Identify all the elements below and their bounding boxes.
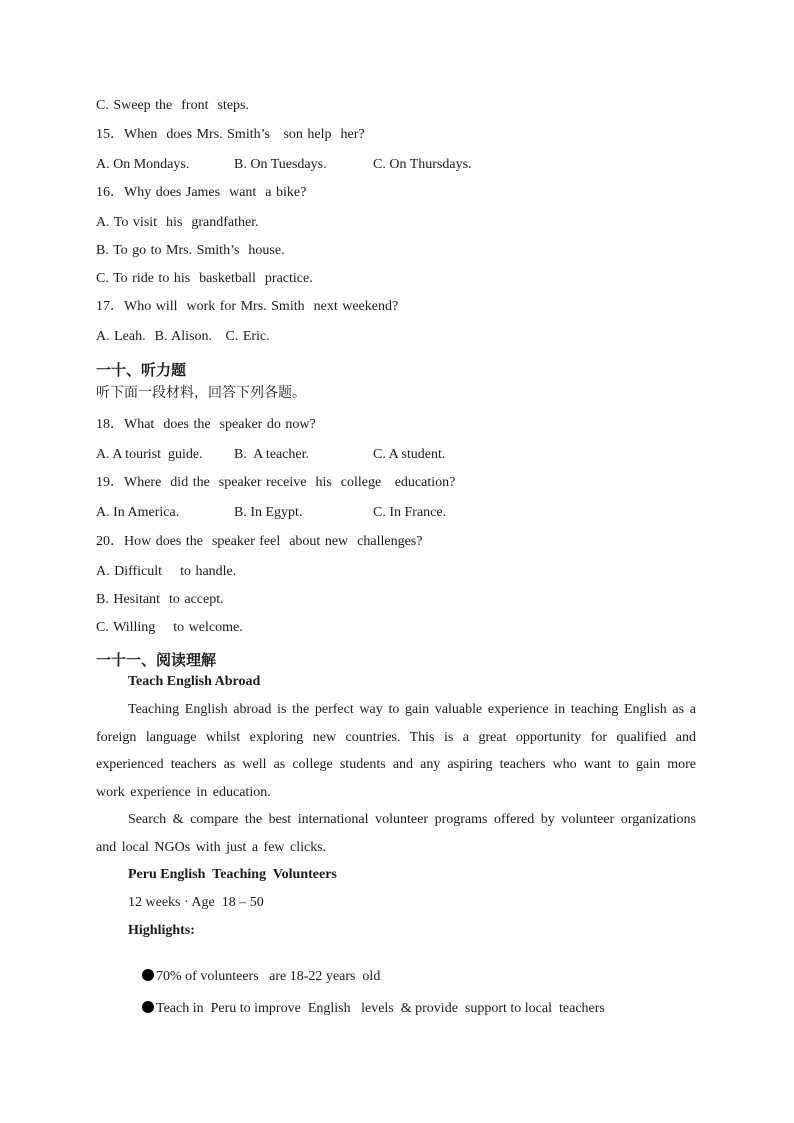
q17-question: 17．Who will work for Mrs. Smith next weekend? xyxy=(96,299,399,314)
q19-option-c: C. In France. xyxy=(373,505,447,520)
q16-option-c: C. To ride to his basketball practice. xyxy=(96,271,313,286)
bullet-icon xyxy=(142,969,154,981)
highlight-text: Teach in Peru to improve English levels & provide support to local teachers xyxy=(156,1001,605,1016)
section-11-title: 一十一、阅读理解 xyxy=(96,651,217,669)
q19-option-a: A. In America. xyxy=(96,505,180,520)
q14-option-c: C. Sweep the front steps. xyxy=(96,98,249,113)
highlight-item xyxy=(128,982,605,1036)
section-10-instruction: 听下面一段材料，回答下列各题。 xyxy=(96,385,306,401)
article-paragraph-1: Teaching English abroad is the perfect way to gain valuable experience in teaching English as a foreign language whilst exploring new countries. This is a great opportunity for qualified and experienced teachers as well as college students and any aspiring teachers who want to gain more work experience in education. xyxy=(96,702,696,800)
article-paragraph-2: Search & compare the best international volunteer programs offered by volunteer organizations and local NGOs with just a few clicks. xyxy=(96,812,696,855)
program-title: Peru English Teaching Volunteers xyxy=(128,867,337,882)
q18-question: 18．What does the speaker do now? xyxy=(96,417,316,432)
q18-option-c: C. A student. xyxy=(373,447,446,462)
q18-option-a: A. A tourist guide. xyxy=(96,447,203,462)
q20-option-c: C. Willing to welcome. xyxy=(96,620,243,635)
article-title: Teach English Abroad xyxy=(128,674,261,689)
q15-question: 15．When does Mrs. Smith’s son help her? xyxy=(96,127,365,142)
q17-options: A. Leah. B. Alison. C. Eric. xyxy=(96,329,270,344)
highlights-label: Highlights: xyxy=(128,923,195,938)
q20-option-a: A. Difficult to handle. xyxy=(96,564,237,579)
q16-option-a: A. To visit his grandfather. xyxy=(96,215,259,230)
q16-question: 16．Why does James want a bike? xyxy=(96,185,307,200)
q18-option-b: B. A teacher. xyxy=(234,447,310,462)
section-10-title: 一十、听力题 xyxy=(96,361,187,379)
q15-option-a: A. On Mondays. xyxy=(96,157,190,172)
bullet-icon xyxy=(142,1001,154,1013)
q15-option-b: B. On Tuesdays. xyxy=(234,157,327,172)
q19-question: 19．Where did the speaker receive his college education? xyxy=(96,475,456,490)
q19-option-b: B. In Egypt. xyxy=(234,505,303,520)
highlight-text: 70% of volunteers are 18-22 years old xyxy=(156,969,381,984)
q15-option-c: C. On Thursdays. xyxy=(373,157,472,172)
q20-option-b: B. Hesitant to accept. xyxy=(96,592,224,607)
q16-option-b: B. To go to Mrs. Smith’s house. xyxy=(96,243,285,258)
q20-question: 20．How does the speaker feel about new challenges? xyxy=(96,534,423,549)
program-meta: 12 weeks · Age 18 – 50 xyxy=(128,895,264,910)
